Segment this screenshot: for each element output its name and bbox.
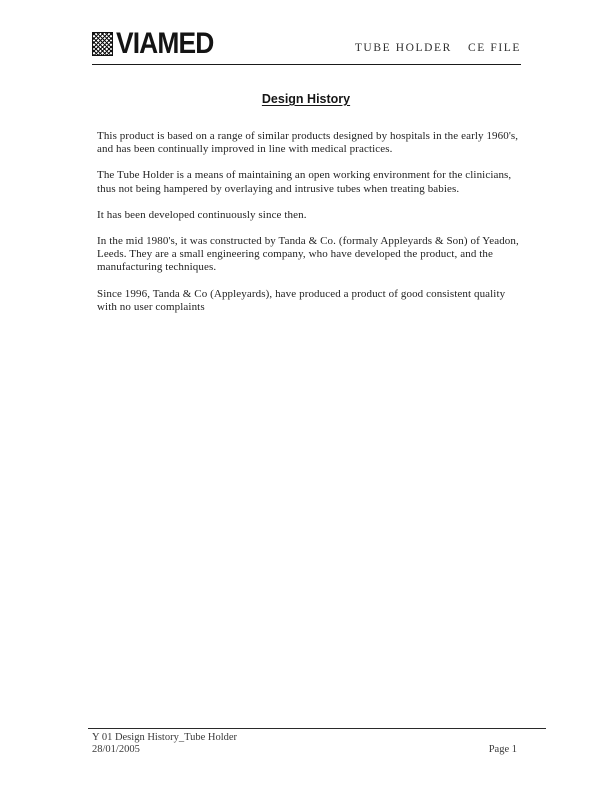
page-title: Design History [261,92,351,106]
paragraph-3: It has been developed continuously since then. [97,208,307,221]
footer-page-number: Page 1 [488,744,517,755]
viamed-logo-text: VIAMED [116,27,214,60]
paragraph-1: This product is based on a range of similar products designed by hospitals in the early 1960's, and has been continually improved in line with medical practices. [97,130,519,156]
paragraph-2: The Tube Holder is a means of maintaining an open working environment for the clinicians, thus not being hampered by overlaying and intrusive tubes when treating babies. [97,169,512,195]
doc-ref-type: CE FILE [467,42,521,54]
footer-divider [88,728,546,729]
header-divider [92,64,521,65]
doc-ref-product: TUBE HOLDER [354,42,452,54]
page-footer [88,728,546,756]
viamed-logo [92,27,227,60]
footer-date: 28/01/2005 [92,744,140,755]
document-body [97,130,523,327]
footer-doc-name: Y 01 Design History_Tube Holder [92,732,238,743]
paragraph-4: In the mid 1980's, it was constructed by Tanda & Co. (formaly Appleyards & Son) of Yeadon, Leeds. They are a small engineering company, who have developed the product, and the manufacturing techniques. [97,235,519,274]
paragraph-5: Since 1996, Tanda & Co (Appleyards), have produced a product of good consistent quality with no user complaints [97,287,506,313]
document-reference [355,42,521,57]
viamed-logo-mark-icon [92,32,113,56]
page-header [92,27,521,73]
